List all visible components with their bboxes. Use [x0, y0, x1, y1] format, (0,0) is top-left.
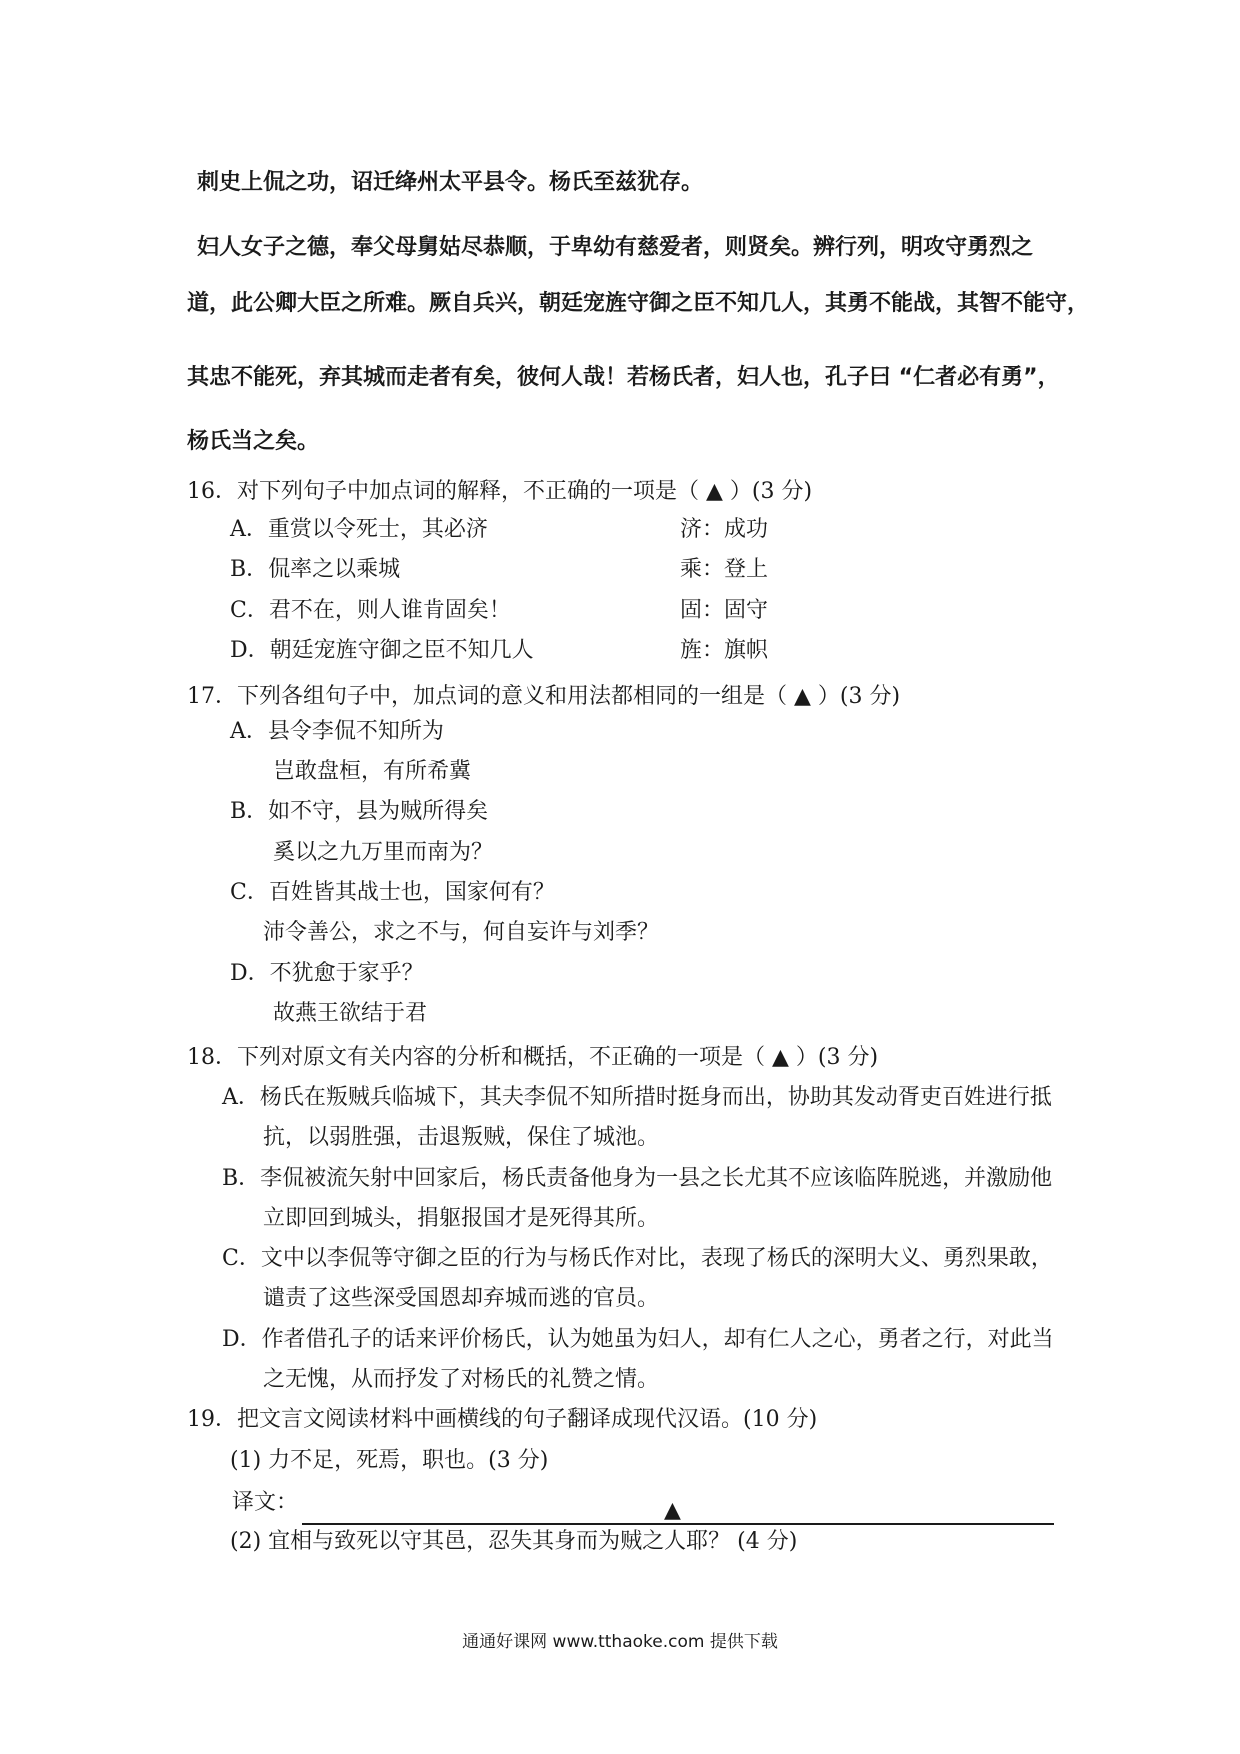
- q16-option-c: C．君不在，则人谁肯固矣！: [230, 598, 511, 623]
- q19-sub2: (2) 宜相与致死以守其邑，忍失其身而为贼之人耶？ (4 分): [230, 1529, 798, 1554]
- q18-option-b-line1: B．李侃被流矢射中回家后，杨氏责备他身为一县之长尤其不应该临阵脱逃，并激励他: [222, 1166, 1053, 1191]
- q16-option-a: A．重赏以令死士，其必济: [230, 517, 488, 542]
- q18-option-b-line2: 立即回到城头，捐躯报国才是死得其所。: [263, 1206, 660, 1231]
- q17-stem: 17．下列各组句子中，加点词的意义和用法都相同的一组是（ ▲ ）(3 分): [187, 684, 901, 709]
- answer-triangle-mark: ▲: [664, 1498, 681, 1523]
- passage-line-1: 刺史上侃之功，诏迁绛州太平县令。杨氏至兹犹存。: [197, 170, 704, 195]
- page-footer: 通通好课网 www.tthaoke.com 提供下载: [462, 1632, 778, 1652]
- q19-stem: 19．把文言文阅读材料中画横线的句子翻译成现代汉语。(10 分): [187, 1407, 818, 1432]
- passage-line-2: 妇人女子之德，奉父母舅姑尽恭顺，于卑幼有慈爱者，则贤矣。辨行列，明攻守勇烈之: [197, 235, 1034, 260]
- passage-line-5: 杨氏当之矣。: [187, 429, 320, 454]
- q17-option-d-line1: D．不犹愈于家乎？: [230, 961, 424, 986]
- q18-option-c-line2: 谴责了这些深受国恩却弃城而逃的官员。: [263, 1286, 660, 1311]
- passage-line-3: 道，此公卿大臣之所难。厥自兵兴，朝廷宠旌守御之臣不知几人，其勇不能战，其智不能守，: [187, 291, 1090, 316]
- q18-option-a-line2: 抗，以弱胜强，击退叛贼，保住了城池。: [263, 1125, 660, 1150]
- q17-option-b-line2: 奚以之九万里而南为？: [273, 840, 494, 865]
- q17-option-a-line2: 岂敢盘桓，有所希冀: [273, 759, 472, 784]
- q17-option-d-line2: 故燕王欲结于君: [273, 1001, 428, 1026]
- translation-answer-line[interactable]: [302, 1523, 1054, 1525]
- q19-answer-label: 译文：: [232, 1490, 299, 1515]
- q16-option-b: B．侃率之以乘城: [230, 557, 401, 582]
- q18-option-d-line1: D．作者借孔子的话来评价杨氏，认为她虽为妇人，却有仁人之心，勇者之行，对此当: [222, 1327, 1054, 1352]
- q18-stem: 18．下列对原文有关内容的分析和概括，不正确的一项是（ ▲ ）(3 分): [187, 1045, 879, 1070]
- q17-option-c-line2: 沛令善公，求之不与，何自妄许与刘季？: [263, 920, 660, 945]
- q16-option-d: D．朝廷宠旌守御之臣不知几人: [230, 638, 534, 663]
- q17-option-a-line1: A．县令李侃不知所为: [230, 719, 444, 744]
- q17-option-b-line1: B．如不守，县为贼所得矣: [230, 799, 489, 824]
- q16-gloss-a: 济：成功: [680, 517, 769, 542]
- q18-option-a-line1: A．杨氏在叛贼兵临城下，其夫李侃不知所措时挺身而出，协助其发动胥吏百姓进行抵: [222, 1085, 1052, 1110]
- q16-stem: 16．对下列句子中加点词的解释，不正确的一项是（ ▲ ）(3 分): [187, 479, 813, 504]
- q18-option-d-line2: 之无愧，从而抒发了对杨氏的礼赞之情。: [263, 1367, 660, 1392]
- passage-line-4: 其忠不能死，弃其城而走者有矣，彼何人哉！若杨氏者，妇人也，孔子曰 “仁者必有勇”，: [187, 365, 1060, 390]
- q18-option-c-line1: C．文中以李侃等守御之臣的行为与杨氏作对比，表现了杨氏的深明大义、勇烈果敢，: [222, 1246, 1053, 1271]
- q19-sub1: (1) 力不足，死焉，职也。(3 分): [230, 1448, 549, 1473]
- q16-gloss-d: 旌：旗帜: [680, 638, 769, 663]
- q17-option-c-line1: C．百姓皆其战士也，国家何有？: [230, 880, 555, 905]
- q16-gloss-c: 固：固守: [680, 598, 769, 623]
- q16-gloss-b: 乘：登上: [680, 557, 769, 582]
